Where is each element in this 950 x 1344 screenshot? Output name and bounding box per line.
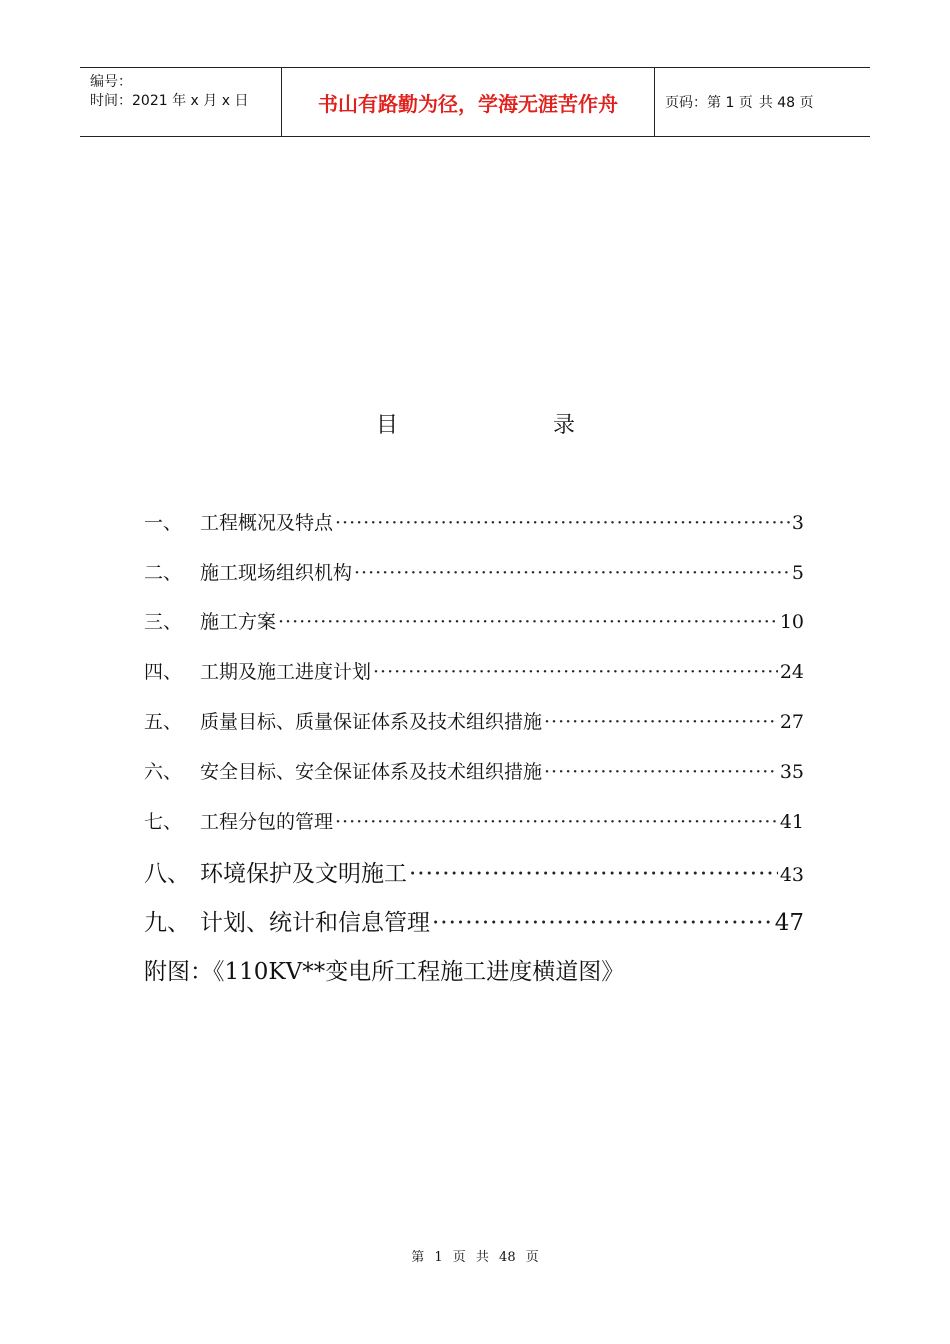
toc-entry-number: 五、 — [144, 711, 183, 733]
toc-entry-page: 35 — [779, 761, 804, 783]
toc-title-right: 录 — [553, 413, 576, 438]
motto-text: 书山有路勤为径，学海无涯苦作舟 — [318, 91, 618, 116]
document-header — [80, 67, 870, 137]
toc-leader-dots — [373, 661, 778, 683]
toc-leader-dots — [544, 711, 778, 733]
toc-entry-title: 安全目标、安全保证体系及技术组织措施 — [200, 761, 543, 783]
toc-entry-title: 工期及施工进度计划 — [200, 661, 372, 683]
page-info-total: 共 48 页 — [758, 95, 814, 111]
toc-entry[interactable] — [144, 807, 804, 834]
toc-entry[interactable] — [144, 757, 804, 784]
page-footer: 第 1 页 共 48 页 — [411, 1250, 539, 1265]
toc-leader-dots — [409, 861, 778, 887]
toc-entry[interactable] — [144, 558, 804, 585]
toc-entry-title: 环境保护及文明施工 — [200, 861, 407, 887]
toc-entry-number: 四、 — [144, 661, 183, 683]
toc-entry[interactable] — [144, 904, 804, 937]
toc-entry-number: 三、 — [144, 611, 183, 633]
toc-entry-page: 47 — [774, 910, 804, 936]
toc-entry-number: 一、 — [144, 512, 183, 534]
toc-leader-dots — [354, 562, 790, 584]
toc-entry-title: 施工现场组织机构 — [200, 562, 353, 584]
page-info-current: 页码：第 1 页 — [665, 95, 753, 111]
toc-leader-dots — [544, 761, 778, 783]
toc-entry[interactable] — [144, 855, 804, 888]
toc-entry[interactable] — [144, 657, 804, 684]
toc-entry-title: 施工方案 — [200, 611, 277, 633]
toc-entry-title: 工程概况及特点 — [200, 512, 334, 534]
toc-entry-title: 计划、统计和信息管理 — [200, 910, 430, 936]
toc-entry[interactable] — [144, 508, 804, 535]
toc-entry-page: 10 — [779, 611, 804, 633]
toc-title-left: 目 — [376, 413, 399, 438]
toc-leader-dots — [335, 811, 778, 833]
page-info-cell — [655, 68, 870, 136]
toc-entry-page: 43 — [779, 864, 804, 886]
toc-entry-title: 工程分包的管理 — [200, 811, 334, 833]
toc-entry[interactable] — [144, 607, 804, 634]
toc-leader-dots — [335, 512, 790, 534]
toc-entry-page: 5 — [791, 562, 804, 584]
time-label: 时间：2021 年 x 月 x 日 — [90, 93, 249, 109]
toc-entry-page: 24 — [779, 661, 804, 683]
header-meta-cell — [80, 68, 280, 136]
toc-leader-dots — [432, 910, 773, 936]
toc-entry-number: 九、 — [144, 910, 190, 936]
toc-entry-number: 六、 — [144, 761, 183, 783]
toc-leader-dots — [278, 611, 778, 633]
toc-entry-page: 27 — [779, 711, 804, 733]
toc-entry-number: 八、 — [144, 861, 190, 887]
motto-cell — [281, 68, 655, 136]
toc-entry-number: 七、 — [144, 811, 183, 833]
toc-entry[interactable] — [144, 707, 804, 734]
toc-appendix[interactable]: 附图：《110KV**变电所工程施工进度横道图》 — [144, 959, 625, 985]
number-label: 编号： — [90, 74, 132, 90]
toc-entry-page: 3 — [791, 512, 804, 534]
toc-entry-number: 二、 — [144, 562, 183, 584]
toc-entry-page: 41 — [779, 811, 804, 833]
toc-entry-title: 质量目标、质量保证体系及技术组织措施 — [200, 711, 543, 733]
